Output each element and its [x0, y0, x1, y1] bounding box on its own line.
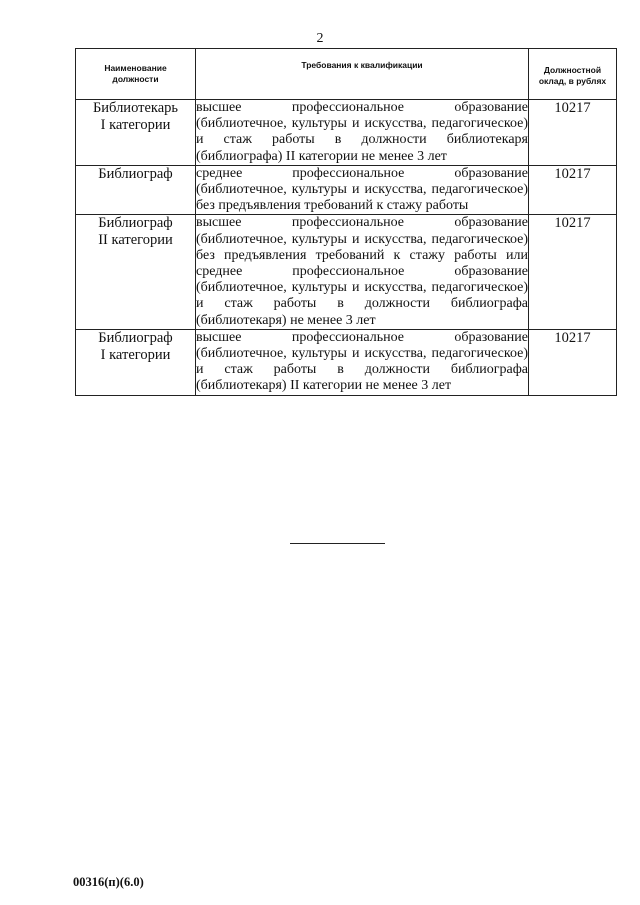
table-header [76, 49, 617, 100]
document-code: 00316(п)(6.0) [73, 875, 144, 889]
salary-cell: 10217 [529, 165, 617, 215]
position-cell [76, 165, 196, 215]
header-position-line: Наименование [104, 63, 167, 73]
table-body [76, 100, 617, 396]
salary-cell: 10217 [529, 215, 617, 329]
position-line: II категории [98, 232, 173, 249]
header-salary-line: Должностной [543, 64, 602, 75]
requirements-cell: высшее профессиональное образование (библиотечное, культуры и искусства, педагогическое) и стаж работы в должности библиографа (библиотекаря) II категории не менее 3 лет [196, 329, 528, 394]
table-row [76, 165, 617, 215]
table-row [76, 329, 617, 395]
salary-cell: 10217 [529, 329, 617, 395]
position-line: Библиограф [98, 215, 173, 232]
header-salary-line: оклад, в рублях [538, 75, 607, 86]
requirements-cell: высшее профессиональное образование (библиотечное, культуры и искусства, педагогическое) без предъявления требований к стажу работы или среднее профессиональное образование (библиотечное, культуры и искусства, педагогическое) и стаж работы в должности библиографа (библиотекаря) не менее 3 лет [196, 215, 528, 328]
salary-cell: 10217 [529, 100, 617, 166]
header-requirements: Требования к квалификации [196, 49, 529, 100]
position-cell [76, 329, 196, 395]
header-position [76, 49, 196, 100]
page-number: 2 [316, 31, 324, 46]
position-line: I категории [100, 346, 171, 363]
end-divider [290, 543, 385, 544]
table-row [76, 215, 617, 329]
requirements-cell: высшее профессиональное образование (библиотечное, культуры и искусства, педагогическое) и стаж работы в должности библиотекаря (библиографа) II категории не менее 3 лет [196, 100, 528, 164]
header-row [76, 49, 617, 100]
position-line: I категории [100, 117, 171, 133]
position-line: Библиотекарь [92, 100, 179, 116]
header-position-line: должности [112, 74, 159, 84]
position-cell [76, 215, 196, 329]
qualification-table [75, 48, 617, 396]
position-cell [76, 100, 196, 166]
requirements-cell: среднее профессиональное образование (библиотечное, культуры и искусства, педагогическое) без предъявления требований к стажу работы [196, 165, 528, 214]
header-salary [529, 49, 617, 100]
table-row [76, 100, 617, 166]
position-line: Библиограф [98, 329, 173, 346]
position-line: Библиограф [98, 165, 173, 182]
